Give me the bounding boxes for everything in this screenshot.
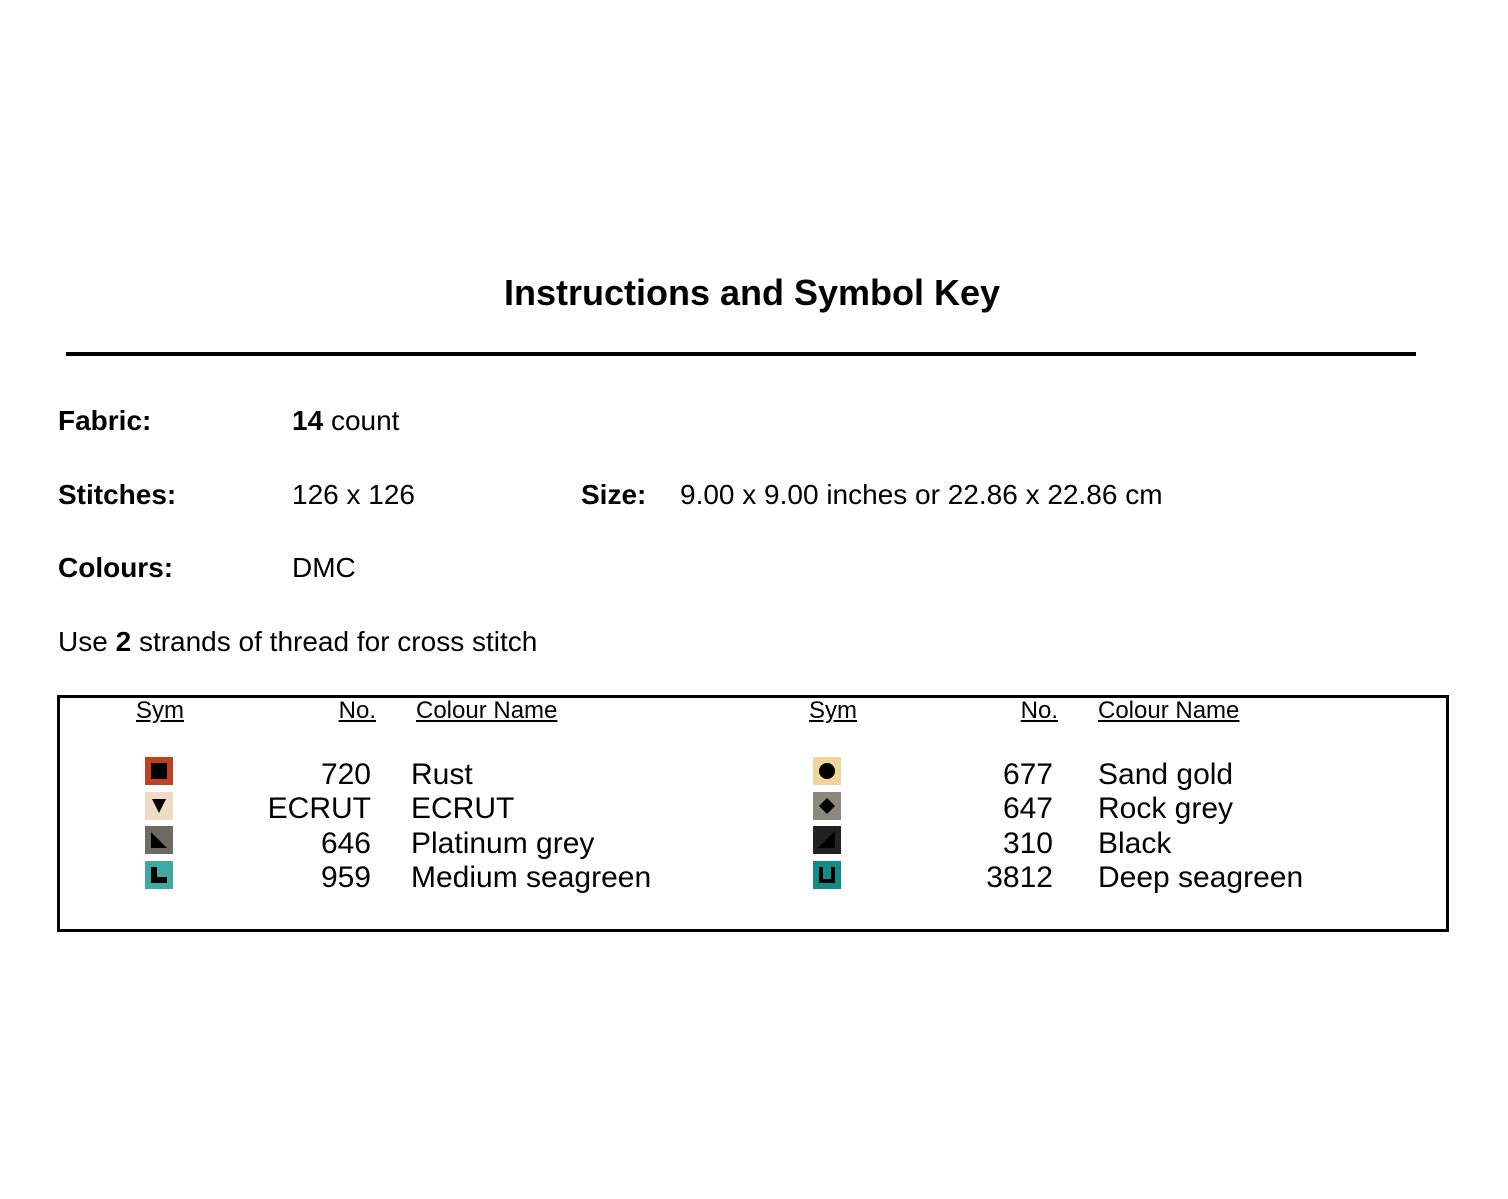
circle-icon: [813, 757, 841, 785]
title-divider: [66, 352, 1416, 356]
size-label: Size:: [581, 479, 647, 510]
table-row-no: 720: [320, 758, 371, 791]
down-triangle-icon: [145, 792, 173, 820]
lower-left-triangle-icon: [145, 826, 173, 854]
lower-right-triangle-icon: [813, 826, 841, 854]
strands-count: 2: [115, 626, 132, 657]
table-row-name: Platinum grey: [411, 827, 595, 860]
header-colour-name-left: Colour Name: [416, 697, 558, 724]
header-sym-right: Sym: [809, 697, 857, 724]
table-row-no: 959: [320, 861, 371, 894]
table-row-no: 310: [1002, 827, 1053, 860]
table-row-name: Medium seagreen: [411, 861, 652, 894]
table-row-name: Rock grey: [1098, 792, 1234, 825]
fabric-label: Fabric:: [58, 405, 152, 436]
table-row-name: Black: [1098, 827, 1172, 860]
table-row-name: ECRUT: [411, 792, 515, 825]
table-row-no: 647: [1002, 792, 1053, 825]
stitches-value: 126 x 126: [292, 479, 415, 510]
header-no-left: No.: [338, 697, 376, 724]
filled-square-icon: [145, 757, 173, 785]
table-row-no: 677: [1002, 758, 1053, 791]
header-colour-name-right: Colour Name: [1098, 697, 1240, 724]
table-row-name: Deep seagreen: [1098, 861, 1304, 894]
header-sym-left: Sym: [136, 697, 184, 724]
header-no-right: No.: [1020, 697, 1058, 724]
table-row-name: Sand gold: [1098, 758, 1234, 791]
table-row-no: 646: [320, 827, 371, 860]
fabric-value: [292, 405, 399, 437]
diamond-icon: [813, 792, 841, 820]
fabric-count: 14: [292, 405, 324, 436]
l-shape-icon: [145, 861, 173, 889]
strands-instruction: Use 2 strands of thread for cross stitch: [58, 626, 538, 657]
fabric-unit: count: [330, 405, 400, 436]
stitches-label: Stitches:: [58, 479, 177, 510]
colours-value: DMC: [292, 552, 356, 583]
page-title: Instructions and Symbol Key: [503, 272, 1001, 313]
table-row-no: 3812: [986, 861, 1053, 894]
size-value: 9.00 x 9.00 inches or 22.86 x 22.86 cm: [680, 479, 1163, 510]
table-row-name: Rust: [411, 758, 473, 791]
colours-label: Colours:: [58, 552, 174, 583]
table-row-no: ECRUT: [267, 792, 371, 825]
u-shape-icon: [813, 861, 841, 889]
